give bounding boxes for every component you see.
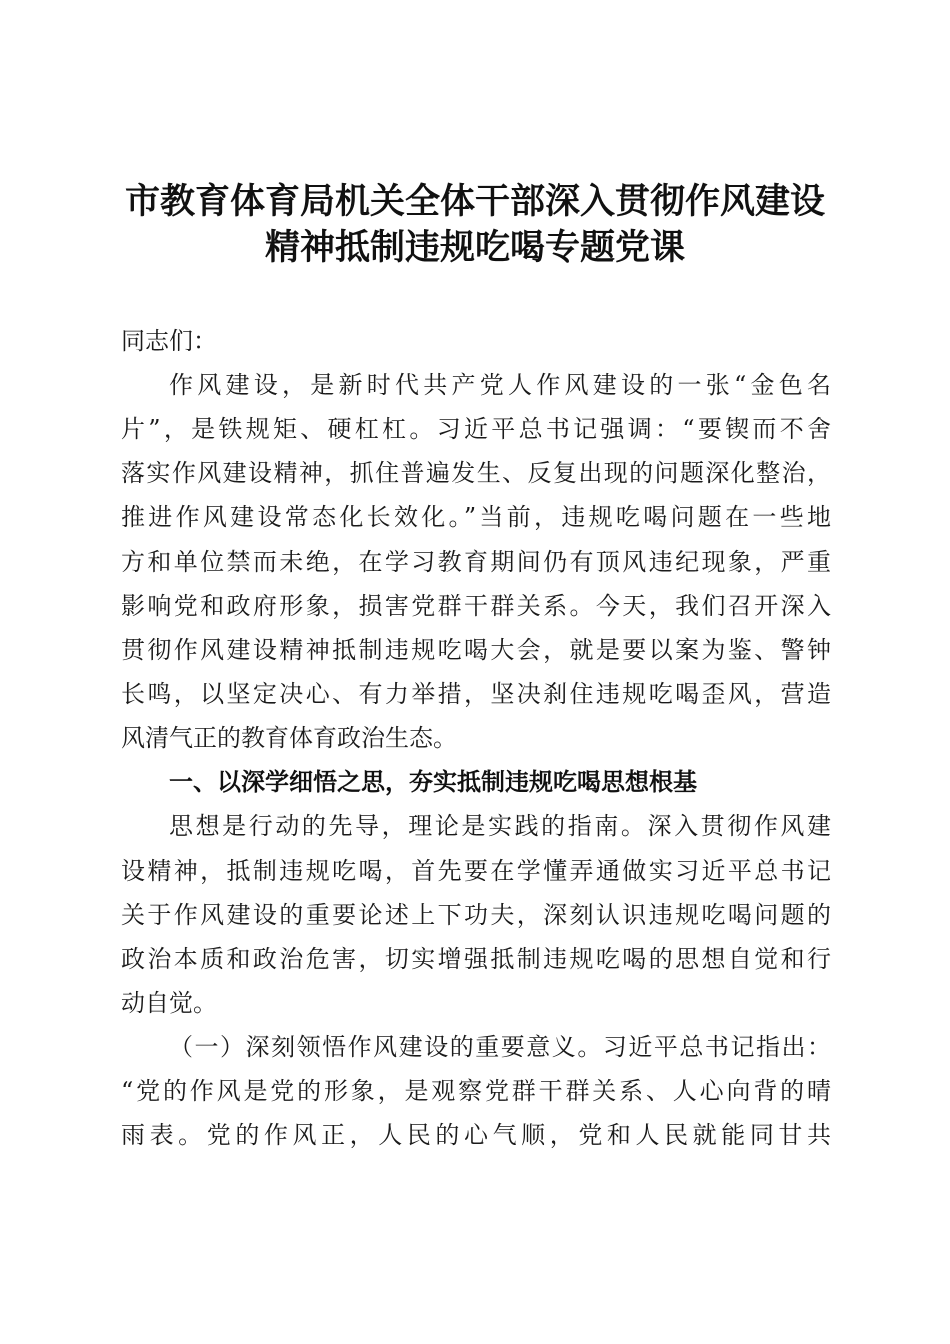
paragraph-line: 贯彻作风建设精神抵制违规吃喝大会，就是要以案为鉴、警钟 xyxy=(121,636,831,664)
paragraph-line: 雨表。党的作风正，人民的心气顺，党和人民就能同甘共 xyxy=(121,1121,831,1149)
paragraph-line: 风清气正的教育体育政治生态。 xyxy=(121,724,457,752)
paragraph-line: 片”，是铁规矩、硬杠杠。习近平总书记强调：“要锲而不舍 xyxy=(121,415,831,443)
paragraph-line: 动自觉。 xyxy=(121,989,217,1017)
paragraph-line: 长鸣，以坚定决心、有力举措，坚决刹住违规吃喝歪风，营造 xyxy=(121,680,831,708)
document-title-line-2: 精神抵制违规吃喝专题党课 xyxy=(264,228,685,268)
paragraph-line: 设精神，抵制违规吃喝，首先要在学懂弄通做实习近平总书记 xyxy=(121,857,831,885)
paragraph-line: 方和单位禁而未绝，在学习教育期间仍有顶风违纪现象，严重 xyxy=(121,548,831,576)
salutation: 同志们： xyxy=(121,327,217,355)
paragraph-line: 影响党和政府形象，损害党群干群关系。今天，我们召开深入 xyxy=(121,592,831,620)
subsection-paragraph-line: （一）深刻领悟作风建设的重要意义。习近平总书记指出： xyxy=(169,1033,831,1061)
paragraph-line: 思想是行动的先导，理论是实践的指南。深入贯彻作风建 xyxy=(169,812,831,840)
paragraph-line: 政治本质和政治危害，切实增强抵制违规吃喝的思想自觉和行 xyxy=(121,945,831,973)
paragraph-line: 作风建设，是新时代共产党人作风建设的一张“金色名 xyxy=(169,371,831,399)
paragraph-line: 落实作风建设精神，抓住普遍发生、反复出现的问题深化整治， xyxy=(121,459,831,487)
paragraph-line: “党的作风是党的形象，是观察党群干群关系、人心向背的晴 xyxy=(121,1077,831,1105)
document-title-line-1: 市教育体育局机关全体干部深入贯彻作风建设 xyxy=(124,182,825,222)
paragraph-line: 关于作风建设的重要论述上下功夫，深刻认识违规吃喝问题的 xyxy=(121,901,831,929)
section-heading-1: 一、以深学细悟之思，夯实抵制违规吃喝思想根基 xyxy=(169,768,697,796)
paragraph-line: 推进作风建设常态化长效化。”当前，违规吃喝问题在一些地 xyxy=(121,503,831,531)
